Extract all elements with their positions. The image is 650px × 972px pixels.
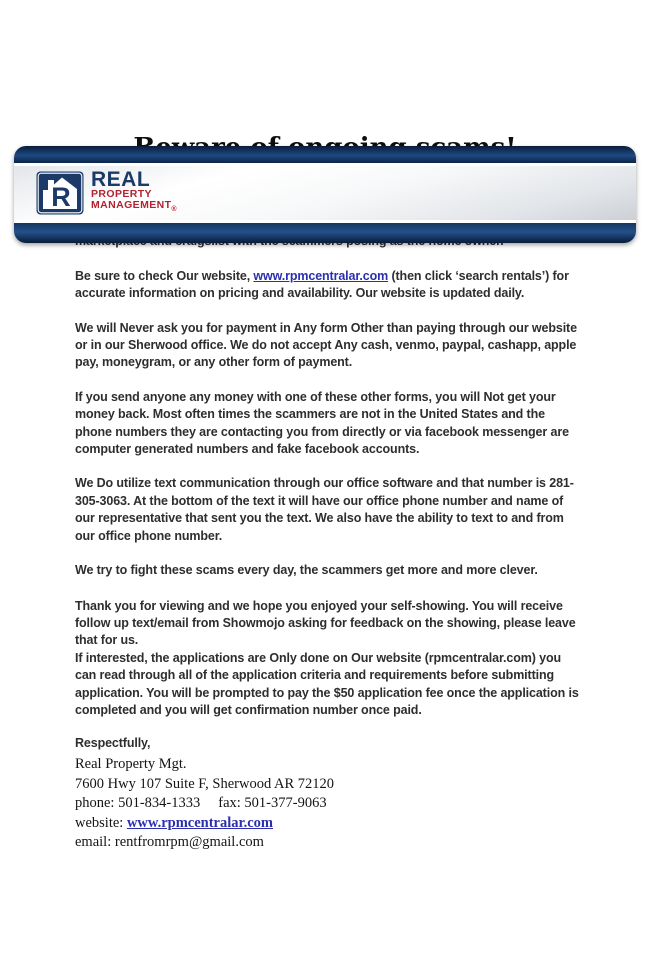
signature-block (75, 736, 580, 853)
banner-top-bar (14, 146, 636, 163)
brand-logo (36, 167, 177, 215)
brand-logo-text (91, 167, 177, 215)
signature-website-link[interactable]: www.rpmcentralar.com (126, 814, 273, 831)
svg-text:R: R (51, 182, 71, 212)
letter-body (75, 216, 580, 719)
banner-logo-band (14, 163, 636, 223)
signature-closing: Respectfully, (75, 736, 151, 751)
registered-mark: ® (171, 206, 177, 214)
signature-website-label: website: (75, 814, 124, 831)
logo-word-management: $MANAGEMENT_®$ (91, 198, 177, 214)
house-r-icon (36, 171, 84, 215)
signature-address: 7600 Hwy 107 Suite F, Sherwood AR 72120 (75, 775, 335, 792)
signature-phone-fax (75, 794, 580, 814)
website-link[interactable]: www.rpmcentralar.com (253, 268, 389, 283)
paragraph-text-communication: We Do utilize text communication through our office software and that number is 281-305-3063. At the bottom of the text it will have our office phone number and name of our representative that sent you the text. We also have the ability to text to and from our office phone number. (75, 476, 574, 543)
signature-company: Real Property Mgt. (75, 756, 187, 773)
paragraph-fight-scams: We try to fight these scams every day, the scammers get more and more clever. (75, 563, 538, 578)
paragraph-check-website-text: Be sure to check Our website, (75, 268, 254, 283)
paragraph-payment-policy: We will Never ask you for payment in Any form Other than paying through our website or in our Sherwood office. We do not accept Any cash, venmo, paypal, cashapp, apple pay, moneygram, or any other form of payment. (75, 320, 577, 370)
paragraph-check-website (75, 268, 580, 303)
signature-phone: phone: 501-834-1333 (75, 795, 201, 812)
signature-fax: fax: 501-377-9063 (218, 795, 327, 812)
paragraph-money-warning: If you send anyone any money with one of these other forms, you will Not get your money back. Most often times the scammers are not in the United States and the phone numbers they are contacting you from directly or via facebook messenger are computer generated numbers and fake facebook accounts. (75, 389, 569, 457)
signature-website (75, 814, 580, 834)
logo-word-real: REAL (91, 167, 151, 191)
banner-bottom-bar (14, 223, 636, 243)
paragraph-check-website-text-after: (then click ‘search rentals’) for accurate information on pricing and availability. Our website is updated daily. (75, 268, 569, 301)
signature-email: email: rentfromrpm@gmail.com (75, 834, 264, 851)
thank-you-text: Thank you for viewing and we hope you enjoyed your self-showing. You will receive follow up text/email from Showmojo asking for feedback on the showing, please leave that for us. (75, 598, 576, 648)
logo-word-property: PROPERTY (91, 187, 152, 200)
paragraph-thank-you (75, 598, 580, 720)
header-banner (14, 146, 636, 243)
application-info-text: If interested, the applications are Only done on Our website (rpmcentralar.com) you can read through all of the application criteria and requirements before submitting application. You will be prompted to pay the $50 application fee once the application is completed and you will get confirmation number once paid. (75, 650, 579, 717)
